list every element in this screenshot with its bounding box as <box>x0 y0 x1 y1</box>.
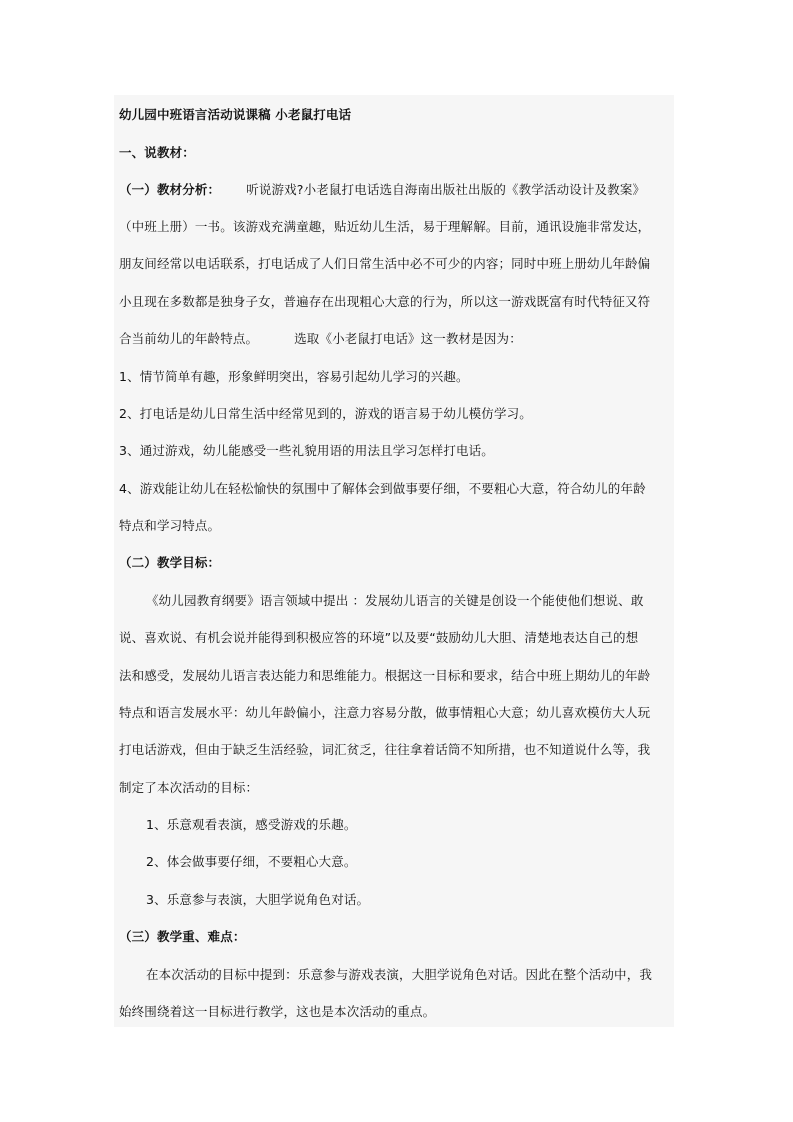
subheading-key-points: （三）教学重、难点： <box>119 929 246 944</box>
subheading-goals: （二）教学目标： <box>119 555 221 570</box>
paragraph-line: 《幼儿园教育纲要》语言领域中提出 ：发展幼儿语言的关键是创设一个能使他们想说、敢 <box>146 593 644 608</box>
paragraph-line: （中班上册）一书。该游戏充满童趣，贴近幼儿生活，易于理解解。目前，通讯设施非常发达， <box>119 219 651 234</box>
paragraph-line: 法和感受，发展幼儿语言表达能力和思维能力。根据这一目标和要求，结合中班上期幼儿的年龄 <box>119 668 651 683</box>
goal-item: 3、乐意参与表演，大胆学说角色对话。 <box>146 892 370 907</box>
paragraph-text: 选取《小老鼠打电话》这一教材是因为： <box>294 331 522 346</box>
reason-item: 2、打电话是幼儿日常生活中经常见到的，游戏的语言易于幼儿模仿学习。 <box>119 406 532 421</box>
paragraph-line: 始终围绕着这一目标进行教学，这也是本次活动的重点。 <box>119 1004 436 1019</box>
analysis-line <box>119 182 645 198</box>
paragraph-line: 朋友间经常以电话联系，打电话成了人们日常生活中必不可少的内容；同时中班上册幼儿年龄偏 <box>119 256 651 271</box>
document-title: 幼儿园中班语言活动说课稿 小老鼠打电话 <box>119 107 352 122</box>
goal-item: 2、体会做事要仔细，不要粗心大意。 <box>146 854 357 869</box>
paragraph-line: 制定了本次活动的目标： <box>119 780 259 795</box>
section-heading-materials: 一、说教材： <box>119 145 195 160</box>
reason-item: 3、通过游戏，幼儿能感受一些礼貌用语的用法且学习怎样打电话。 <box>119 443 494 458</box>
goal-item: 1、乐意观看表演，感受游戏的乐趣。 <box>146 817 357 832</box>
paragraph-line: 在本次活动的目标中提到：乐意参与游戏表演，大胆学说角色对话。因此在整个活动中，我 <box>146 967 653 982</box>
paragraph-line: 打电话游戏，但由于缺乏生活经验，词汇贫乏，往往拿着话筒不知所措，也不知道说什么等，我 <box>119 742 651 757</box>
paragraph-line: 特点和语言发展水平：幼儿年龄偏小，注意力容易分散，做事情粗心大意；幼儿喜欢模仿大人玩 <box>119 705 651 720</box>
paragraph-line <box>119 331 522 347</box>
subheading-analysis: （一）教材分析： <box>119 182 221 197</box>
paragraph-line: 小且现在多数都是独身子女，普遍存在出现粗心大意的行为，所以这一游戏既富有时代特征又符 <box>119 294 651 309</box>
reason-item: 4、游戏能让幼儿在轻松愉快的氛围中了解体会到做事要仔细，不要粗心大意，符合幼儿的年龄 <box>119 481 646 496</box>
reason-item-continued: 特点和学习特点。 <box>119 518 221 533</box>
paragraph-text: 合当前幼儿的年龄特点。 <box>119 331 259 346</box>
analysis-text: 听说游戏?小老鼠打电话选自海南出版社出版的《教学活动设计及教案》 <box>246 182 646 197</box>
paragraph-line: 说、喜欢说、有机会说并能得到积极应答的环境”以及要“鼓励幼儿大胆、清楚地表达自己的想 <box>119 630 639 645</box>
reason-item: 1、情节简单有趣，形象鲜明突出，容易引起幼儿学习的兴趣。 <box>119 369 469 384</box>
